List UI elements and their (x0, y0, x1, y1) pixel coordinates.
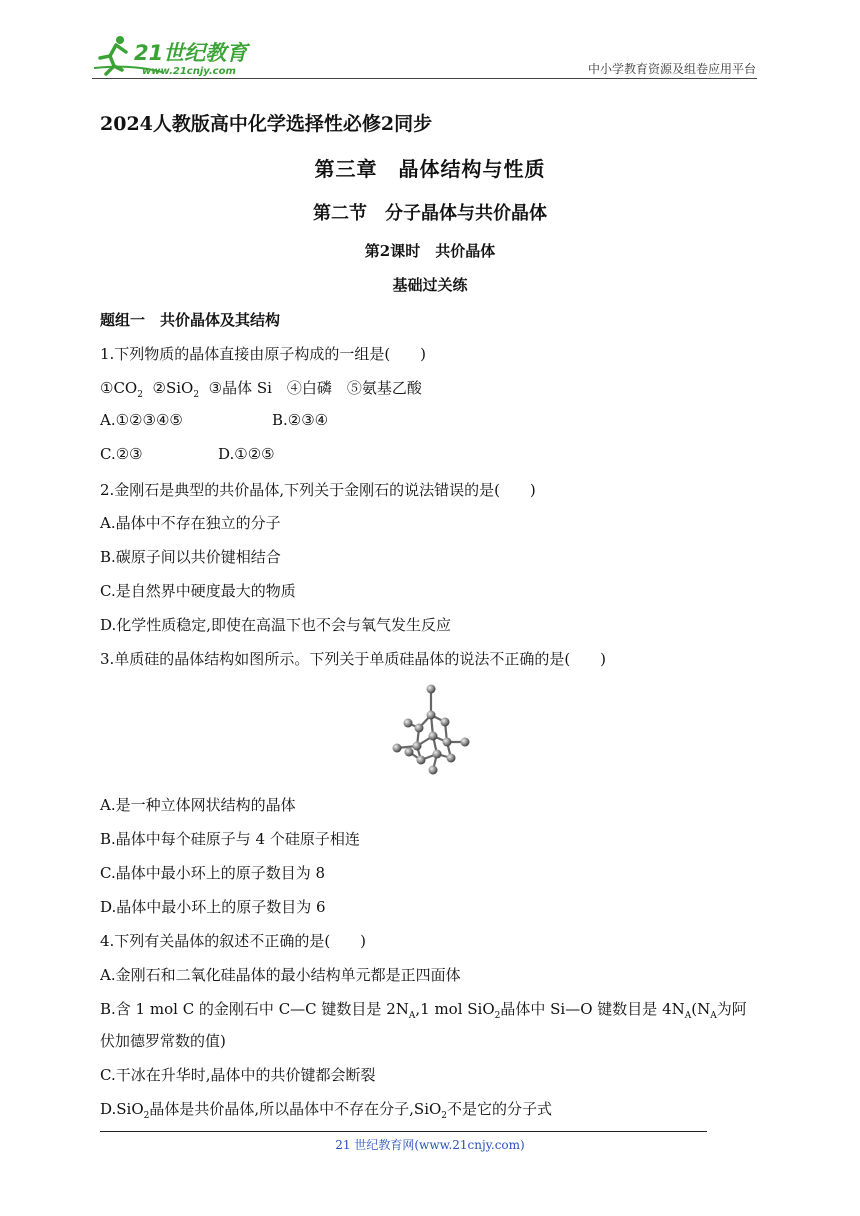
q1-stem: 1.下列物质的晶体直接由原子构成的一组是( ) (100, 345, 427, 363)
q1-option-c: C.②③ (100, 445, 143, 463)
q3-option-b: B.晶体中每个硅原子与 4 个硅原子相连 (100, 830, 360, 848)
q4-stem: 4.下列有关晶体的叙述不正确的是( ) (100, 932, 367, 950)
q1-option-b: B.②③④ (272, 411, 329, 429)
lesson-title: 第2课时 共价晶体 (364, 242, 496, 260)
q1-option-a: A.①②③④⑤ (100, 411, 183, 429)
page-header (0, 0, 860, 80)
logo-url: www.21cnjy.com (142, 66, 236, 77)
runner-logo-icon (92, 34, 262, 80)
q2-option-a: A.晶体中不存在独立的分子 (100, 514, 281, 532)
q4-option-a: A.金刚石和二氧化硅晶体的最小结构单元都是正四面体 (100, 966, 461, 984)
logo-text: 21世纪教育 (134, 41, 248, 65)
q2-option-b: B.碳原子间以共价键相结合 (100, 548, 281, 566)
section-title: 第二节 分子晶体与共价晶体 (313, 203, 547, 224)
site-logo (92, 34, 262, 80)
q2-option-d: D.化学性质稳定,即使在高温下也不会与氧气发生反应 (100, 616, 452, 634)
header-divider (92, 78, 757, 79)
q1-option-d: D.①②⑤ (218, 445, 275, 463)
practice-title: 基础过关练 (392, 276, 468, 294)
silicon-crystal-structure-figure (385, 680, 475, 775)
q2-option-c: C.是自然界中硬度最大的物质 (100, 582, 296, 600)
q3-stem: 3.单质硅的晶体结构如图所示。下列关于单质硅晶体的说法不正确的是( ) (100, 650, 607, 668)
q4-option-d: D.SiO$_2$晶体是共价晶体,所以晶体中不存在分子,SiO$_2$不是它的分子式 (100, 1100, 553, 1121)
group-title: 题组一 共价晶体及其结构 (100, 311, 281, 329)
chapter-title: 第三章 晶体结构与性质 (314, 157, 546, 181)
q3-option-d: D.晶体中最小环上的原子数目为 6 (100, 898, 326, 916)
q3-option-a: A.是一种立体网状结构的晶体 (100, 796, 296, 814)
q3-option-c: C.晶体中最小环上的原子数目为 8 (100, 864, 326, 882)
q4-option-c: C.干冰在升华时,晶体中的共价键都会断裂 (100, 1066, 376, 1084)
footer-link[interactable]: 21 世纪教育网(www.21cnjy.com) (335, 1138, 525, 1152)
footer-divider (100, 1131, 707, 1132)
q4-option-b-continued: 伏加德罗常数的值) (100, 1032, 226, 1050)
q2-stem: 2.金刚石是典型的共价晶体,下列关于金刚石的说法错误的是( ) (100, 481, 536, 499)
q4-option-b: B.含 1 mol C 的金刚石中 C—C 键数目是 $2N_A,1$ mol SiO$_2$晶体中 Si—O 键数目是 $4N_A(N_A$为阿 (100, 1000, 747, 1021)
platform-name: 中小学教育资源及组卷应用平台 (587, 62, 756, 76)
book-title: 2024人教版高中化学选择性必修2同步 (100, 113, 433, 135)
q1-items: $①CO_2$ ②SiO$_2$ ③晶体 Si ④白磷 ⑤氨基乙酸 (100, 379, 422, 400)
